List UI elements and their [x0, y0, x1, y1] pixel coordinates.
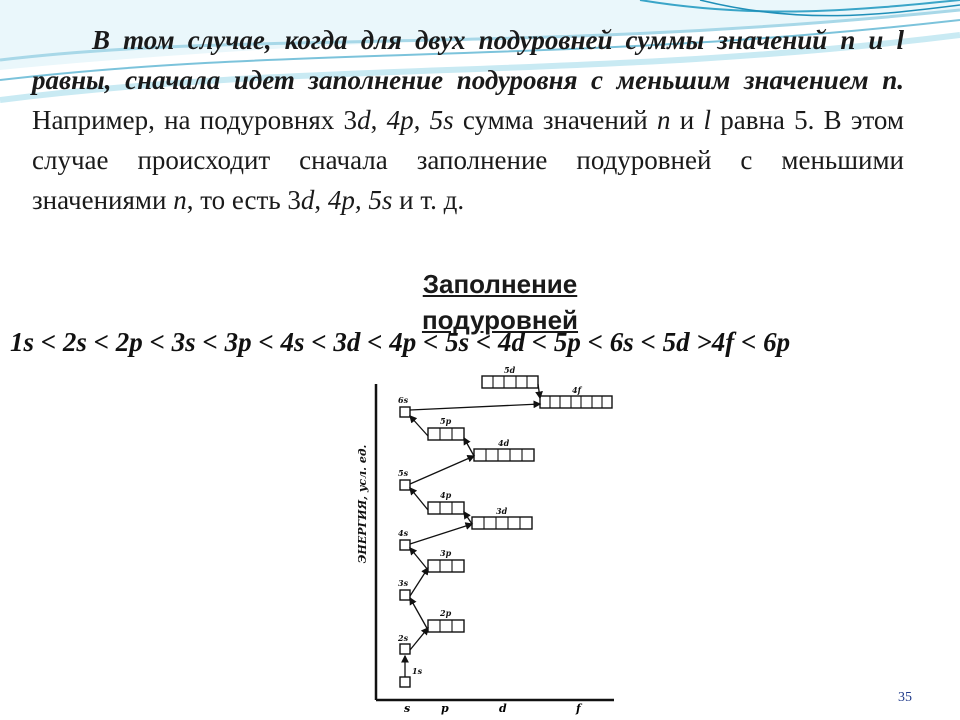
label-1s: 1s — [412, 666, 423, 676]
x-label-f: f — [576, 702, 581, 715]
para-text-4: . — [897, 65, 904, 95]
para-text-5: Например, на подуровнях 3 — [32, 105, 358, 135]
page-number: 35 — [898, 690, 912, 705]
orbital-4f — [540, 396, 612, 408]
orbital-5d — [482, 376, 538, 388]
label-3s: 3s — [398, 578, 409, 588]
para-l-1: l — [896, 25, 904, 55]
label-5d: 5d — [504, 365, 516, 375]
filling-title: Заполнение подуровней — [421, 269, 579, 335]
orbital-4s — [400, 540, 410, 550]
energy-levels-diagram — [344, 364, 616, 716]
label-5p: 5p — [440, 416, 452, 426]
orbital-1s — [400, 677, 410, 687]
para-n-2: n — [882, 65, 898, 95]
para-n-4: n — [173, 185, 187, 215]
para-text-3: равны, сначала идет заполнение подуровня с меньшим значением — [32, 65, 883, 95]
para-text-10: , то есть 3 — [186, 185, 301, 215]
label-5s: 5s — [398, 468, 409, 478]
orbital-2s — [400, 644, 410, 654]
para-d-1: d — [357, 105, 371, 135]
label-4f: 4f — [572, 385, 582, 395]
x-label-p: p — [441, 702, 449, 715]
para-n-1: n — [840, 25, 856, 55]
para-text-8: и — [670, 105, 704, 135]
para-p-1: 4p, 5s — [386, 105, 454, 135]
para-l-2: l — [703, 105, 711, 135]
label-2s: 2s — [398, 633, 409, 643]
para-n-3: n — [657, 105, 671, 135]
para-text-11: , — [314, 185, 328, 215]
filling-order-line: 1s < 2s < 2p < 3s < 3p < 4s < 3d < 4p < 5s < 4d < 5p < 6s < 5d >4f < 6p — [10, 327, 791, 357]
x-label-d: d — [499, 702, 507, 715]
para-p-2: 4p, 5s — [327, 185, 393, 215]
orbital-4p — [428, 502, 464, 514]
main-paragraph — [32, 20, 904, 220]
label-6s: 6s — [398, 395, 409, 405]
orbital-3p — [428, 560, 464, 572]
orbital-3d — [472, 517, 532, 529]
label-4p: 4p — [440, 490, 452, 500]
y-axis-label: ЭНЕРГИЯ, усл. ед. — [356, 444, 369, 564]
label-4d: 4d — [498, 438, 510, 448]
orbital-5s — [400, 480, 410, 490]
para-text-7: сумма значений — [453, 105, 657, 135]
label-4s: 4s — [398, 528, 409, 538]
para-text-1: В том случае, когда для двух подуровней суммы значений — [92, 25, 841, 55]
label-3d: 3d — [496, 506, 508, 516]
para-text-2: и — [855, 25, 897, 55]
para-text-6: , — [370, 105, 387, 135]
x-label-s: s — [404, 702, 411, 715]
orbital-2p — [428, 620, 464, 632]
orbital-3s — [400, 590, 410, 600]
orbital-5p — [428, 428, 464, 440]
orbital-4d — [474, 449, 534, 461]
label-2p: 2p — [440, 608, 452, 618]
orbital-6s — [400, 407, 410, 417]
para-text-12: и т. д. — [392, 185, 465, 215]
label-3p: 3p — [440, 548, 452, 558]
para-d-2: d — [300, 185, 315, 215]
para-text-9: равна 5. В этом случае происходит сначала заполнение подуровней с меньшими значениями — [32, 105, 904, 215]
